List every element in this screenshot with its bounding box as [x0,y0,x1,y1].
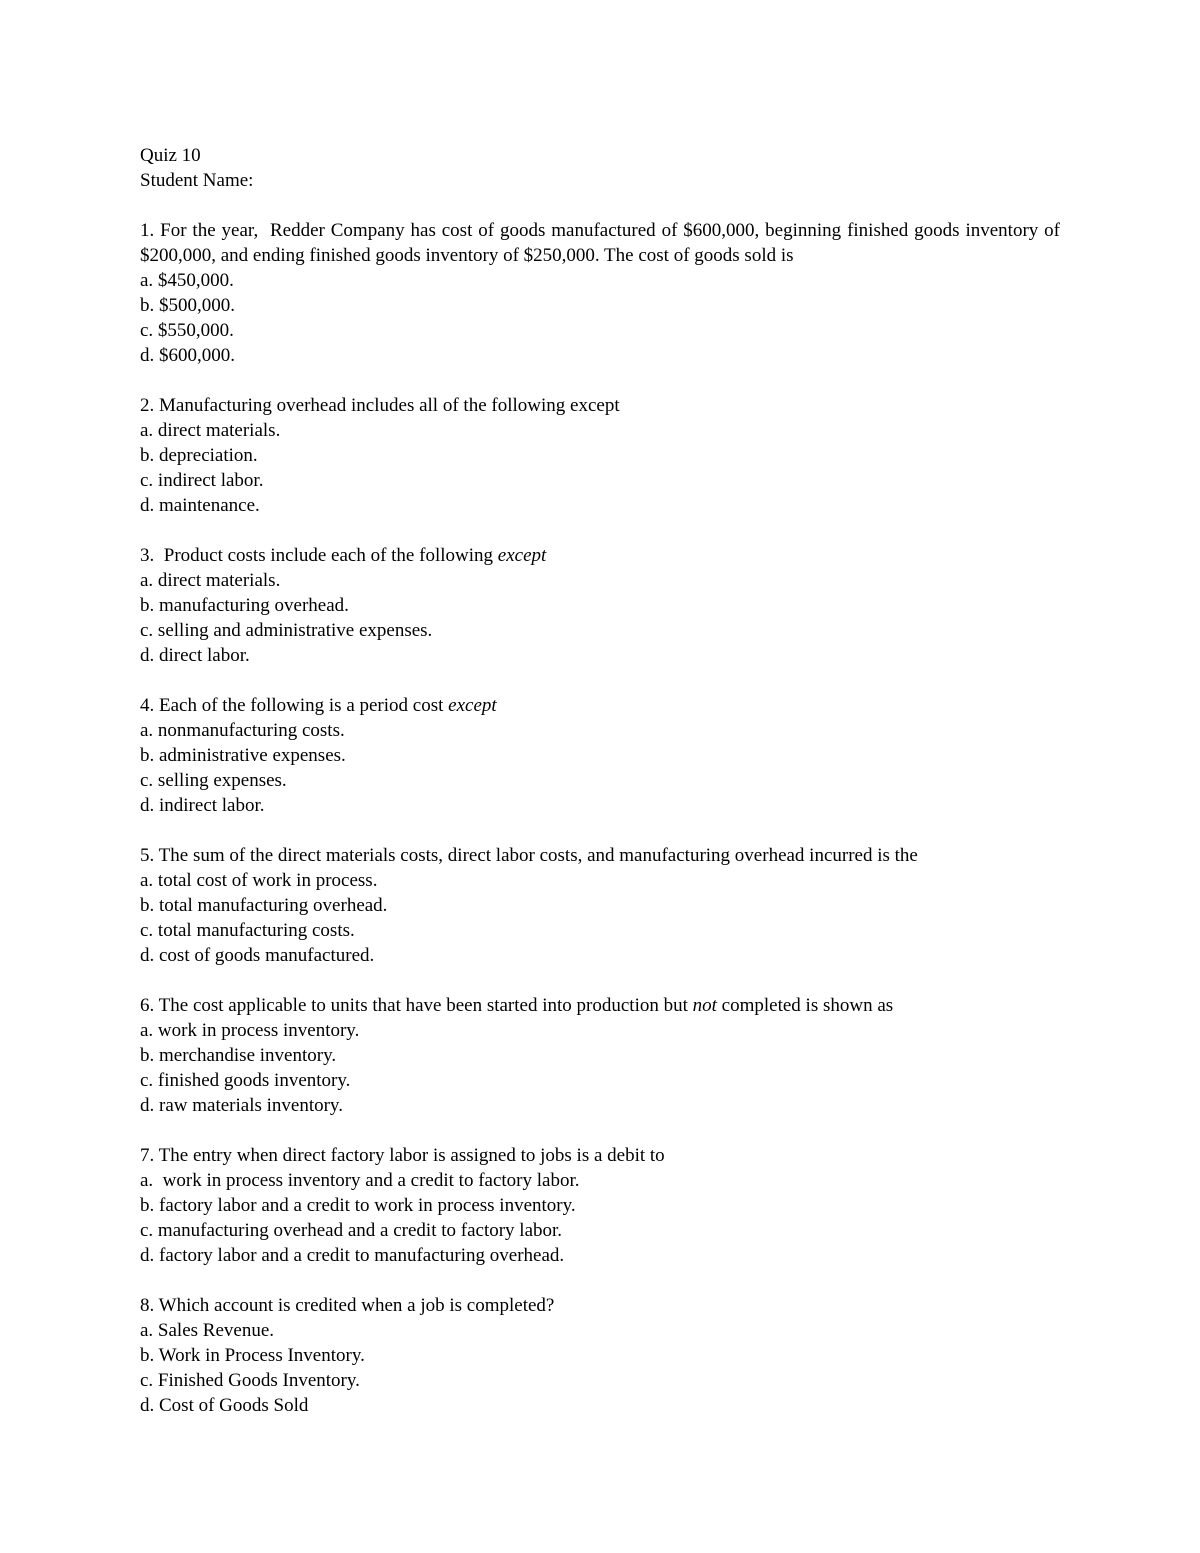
question-6-option-c: c. finished goods inventory. [140,1070,351,1091]
question-block-5 [140,843,1060,968]
question-6-text-post: completed is shown as [716,995,894,1016]
question-5-option-d: d. cost of goods manufactured. [140,945,375,966]
question-3-text-italic: except [497,545,547,566]
question-1-option-c: c. $550,000. [140,320,234,341]
question-block-2 [140,393,1060,518]
question-6-text-pre: 6. The cost applicable to units that have been started into production but [140,995,693,1016]
question-1-option-a: a. $450,000. [140,270,234,291]
question-8-text [140,1293,1060,1318]
question-8-option-b: b. Work in Process Inventory. [140,1345,365,1366]
question-4-option-b: b. administrative expenses. [140,745,346,766]
question-4-option-c: c. selling expenses. [140,770,287,791]
question-8-text-pre: 8. Which account is credited when a job is completed? [140,1295,555,1316]
question-5-text-pre: 5. The sum of the direct materials costs, direct labor costs, and manufacturing overhead incurred is the [140,845,918,866]
question-2-text [140,393,1060,418]
question-3-option-b: b. manufacturing overhead. [140,595,349,616]
question-6-option-a: a. work in process inventory. [140,1020,360,1041]
question-block-7 [140,1143,1060,1268]
question-block-4 [140,693,1060,818]
question-5-text [140,843,1060,868]
question-3-text-pre: 3. Product costs include each of the following [140,545,498,566]
question-3-option-a: a. direct materials. [140,570,281,591]
question-6-text-italic: not [692,995,717,1016]
question-7-text-pre: 7. The entry when direct factory labor is assigned to jobs is a debit to [140,1145,665,1166]
question-6-option-b: b. merchandise inventory. [140,1045,337,1066]
question-3-option-c: c. selling and administrative expenses. [140,620,433,641]
question-2-option-b: b. depreciation. [140,445,258,466]
question-8-option-c: c. Finished Goods Inventory. [140,1370,360,1391]
question-3-option-d: d. direct labor. [140,645,250,666]
question-4-text-italic: except [448,695,497,716]
question-block-8 [140,1293,1060,1418]
question-4-option-a: a. nonmanufacturing costs. [140,720,345,741]
question-5-option-b: b. total manufacturing overhead. [140,895,388,916]
question-2-text-pre: 2. Manufacturing overhead includes all of the following except [140,395,620,416]
question-7-option-c: c. manufacturing overhead and a credit to factory labor. [140,1220,563,1241]
question-7-option-d: d. factory labor and a credit to manufacturing overhead. [140,1245,565,1266]
question-1-text-pre: 1. For the year, Redder Company has cost of goods manufactured of $600,000, beginning finished goods inventory of $200,000, and ending finished goods inventory of $250,000. The cost of goods sold is [140,220,1065,266]
question-block-3 [140,543,1060,668]
question-6-text [140,993,1060,1018]
question-7-option-b: b. factory labor and a credit to work in process inventory. [140,1195,576,1216]
question-8-option-d: d. Cost of Goods Sold [140,1395,309,1416]
question-2-option-c: c. indirect labor. [140,470,264,491]
student-name-label: Student Name: [140,170,254,191]
question-6-option-d: d. raw materials inventory. [140,1095,343,1116]
question-2-option-a: a. direct materials. [140,420,281,441]
question-block-6 [140,993,1060,1118]
question-7-text [140,1143,1060,1168]
question-1-option-b: b. $500,000. [140,295,235,316]
question-3-text [140,543,1060,568]
question-2-option-d: d. maintenance. [140,495,260,516]
question-1-text [140,218,1065,268]
quiz-title: Quiz 10 [140,145,201,166]
question-1-option-d: d. $600,000. [140,345,235,366]
question-4-option-d: d. indirect labor. [140,795,265,816]
question-block-1 [140,218,1065,368]
question-4-text-pre: 4. Each of the following is a period cost [140,695,449,716]
question-5-option-a: a. total cost of work in process. [140,870,378,891]
question-5-option-c: c. total manufacturing costs. [140,920,355,941]
question-7-option-a: a. work in process inventory and a credit to factory labor. [140,1170,580,1191]
question-4-text [140,693,1060,718]
question-8-option-a: a. Sales Revenue. [140,1320,275,1341]
